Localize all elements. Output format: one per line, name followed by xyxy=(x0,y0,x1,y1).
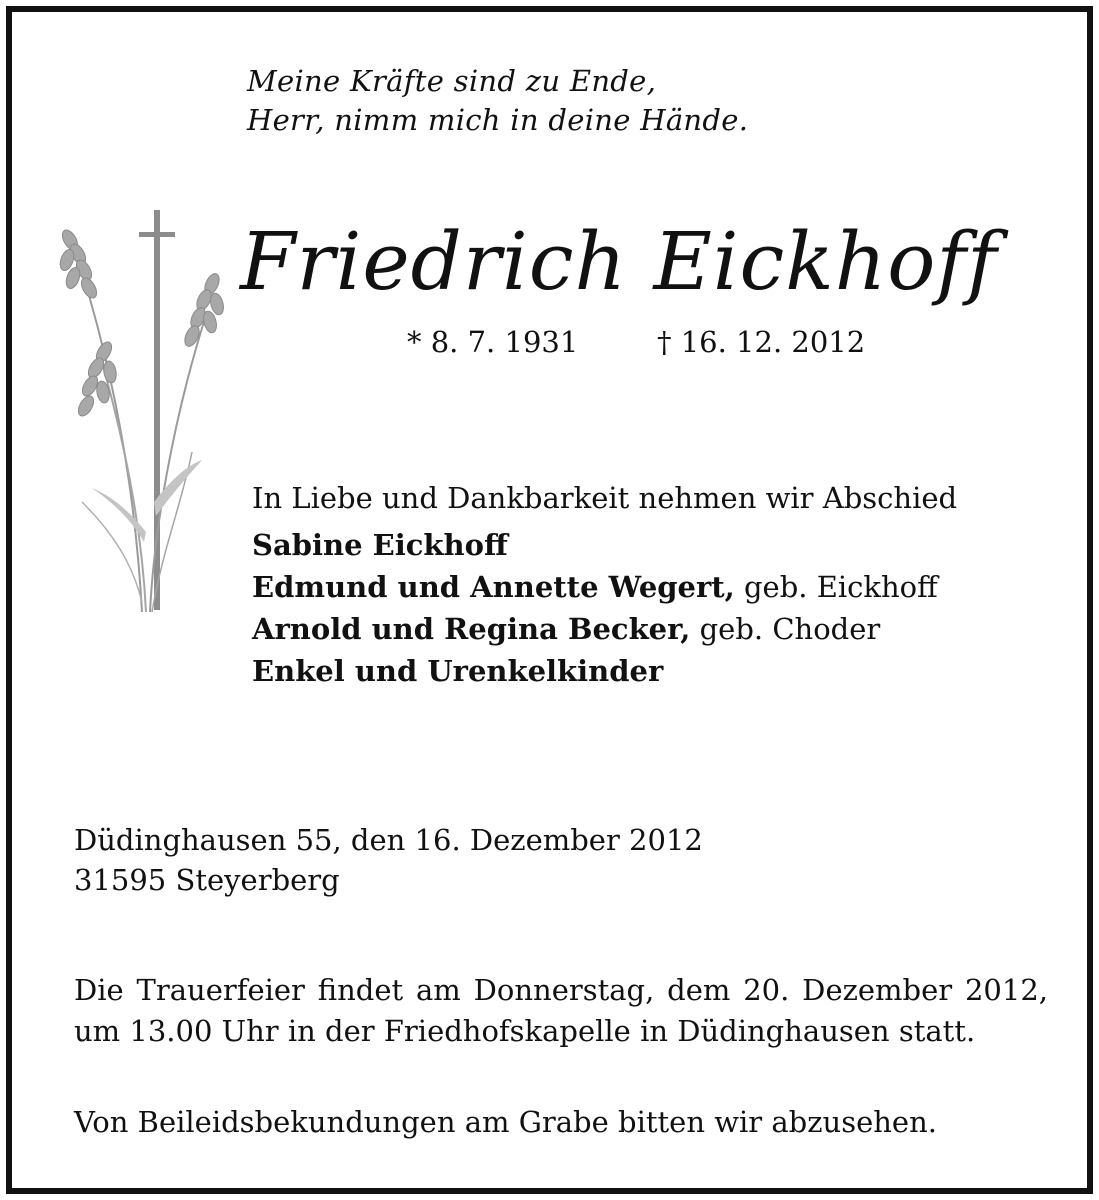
condolence-note: Von Beileidsbekundungen am Grabe bitten wir abzusehen. xyxy=(74,1105,937,1139)
cross-wheat-ornament-icon xyxy=(42,202,232,622)
death-date: † 16. 12. 2012 xyxy=(657,325,866,359)
mourner-name: Arnold und Regina Becker, xyxy=(252,612,691,646)
mourner-item xyxy=(252,608,938,650)
mourner-maiden-name: geb. Choder xyxy=(699,612,881,646)
address xyxy=(74,820,703,900)
mourner-item xyxy=(252,650,938,692)
mourners-list xyxy=(252,524,938,692)
mourner-name: Edmund und Annette Wegert, xyxy=(252,570,735,604)
deceased-name: Friedrich Eickhoff xyxy=(240,215,998,308)
mourner-maiden-name: geb. Eickhoff xyxy=(743,570,938,604)
mourner-item xyxy=(252,566,938,608)
obituary-notice xyxy=(6,6,1093,1194)
verse-line-2: Herr, nimm mich in deine Hände. xyxy=(247,103,749,137)
mourner-item xyxy=(252,524,938,566)
verse-line-1: Meine Kräfte sind zu Ende, xyxy=(247,64,657,98)
mourner-name: Sabine Eickhoff xyxy=(252,528,508,562)
farewell-text: In Liebe und Dankbarkeit nehmen wir Abschied xyxy=(252,481,958,515)
address-line-2: 31595 Steyerberg xyxy=(74,863,340,897)
ceremony-text: Die Trauerfeier findet am Donnerstag, dem 20. Dezember 2012, um 13.00 Uhr in der Friedhofskapelle in Düdinghausen statt. xyxy=(74,973,1048,1048)
address-line-1: Düdinghausen 55, den 16. Dezember 2012 xyxy=(74,823,703,857)
birth-date: * 8. 7. 1931 xyxy=(407,325,579,359)
verse xyxy=(247,62,748,140)
mourner-name: Enkel und Urenkelkinder xyxy=(252,654,664,688)
